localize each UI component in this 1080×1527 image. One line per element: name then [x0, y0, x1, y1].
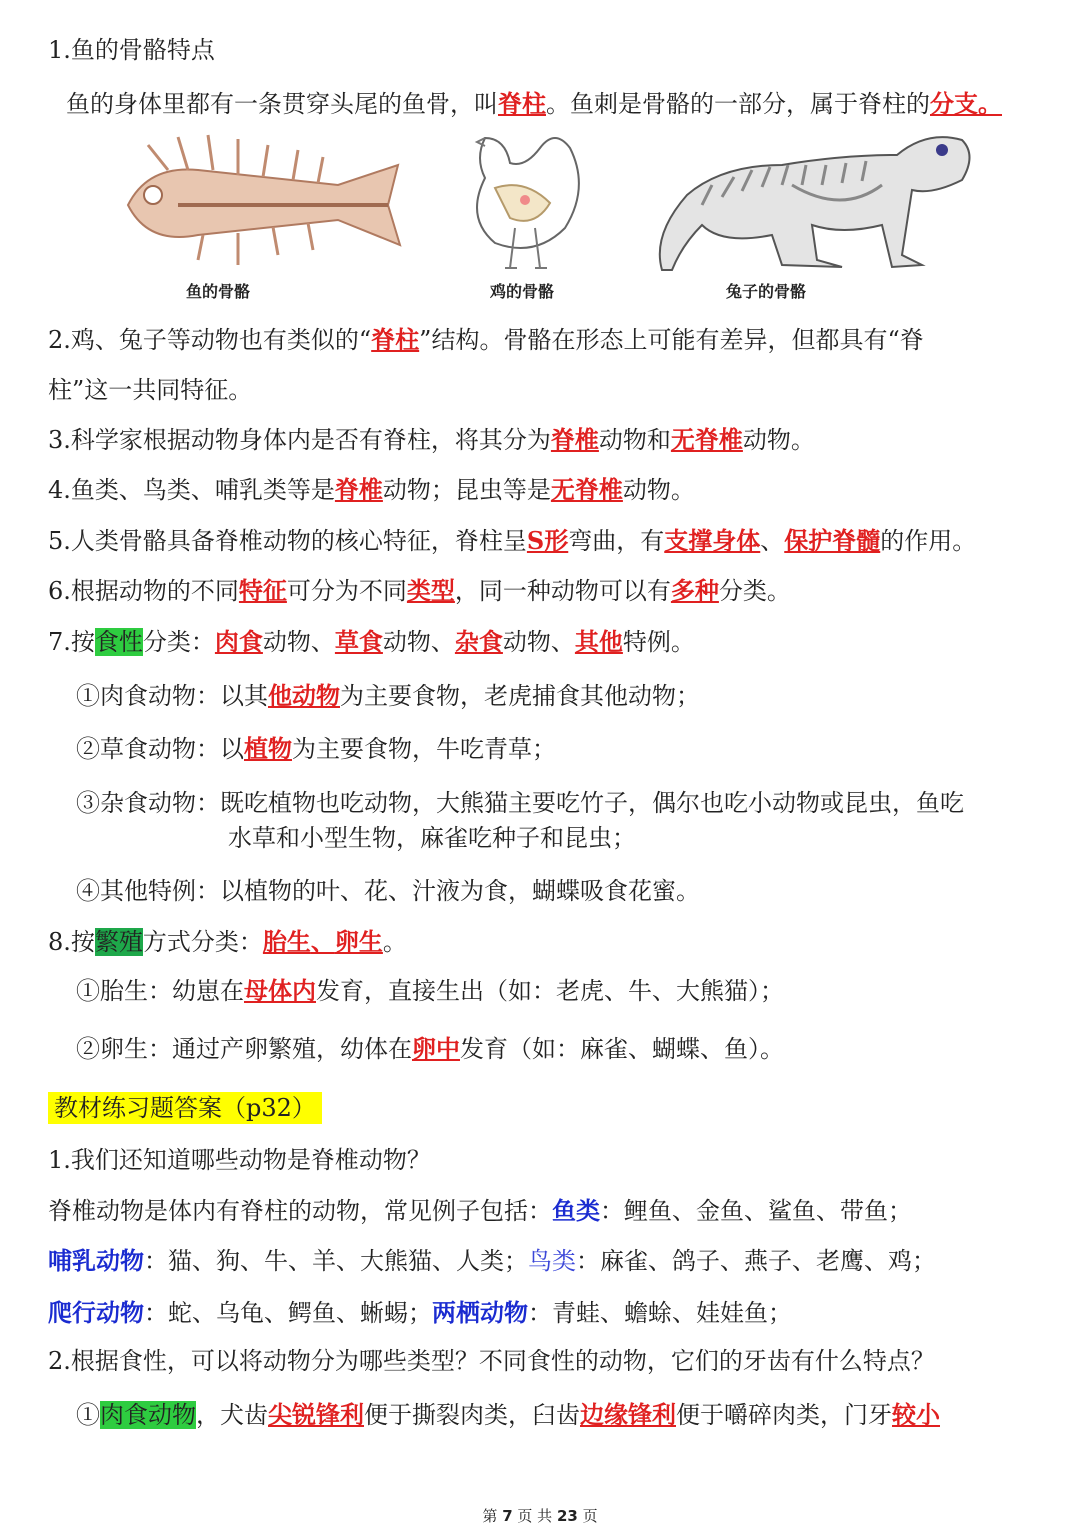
total-pages-number: 23: [556, 1507, 578, 1525]
para-7-item-3-line-1: ③杂食动物：既吃植物也吃动物，大熊猫主要吃竹子，偶尔也吃小动物或昆虫，鱼吃: [76, 789, 964, 817]
caption-rabbit: 兔子的骨骼: [726, 282, 807, 301]
answer-2-line-1: ①肉食动物，犬齿尖锐锋利便于撕裂肉类，臼齿边缘锋利便于嚼碎肉类，门牙较小: [76, 1400, 940, 1429]
para-7-item-4: ④其他特例：以植物的叶、花、汁液为食，蝴蝶吸食花蜜。: [76, 877, 700, 905]
answer-1-line-2: 哺乳动物：猫、狗、牛、羊、大熊猫、人类；鸟类：麻雀、鸽子、燕子、老鹰、鸡；: [48, 1246, 936, 1275]
para-1-body: 鱼的身体里都有一条贯穿头尾的鱼骨，叫脊柱。鱼刺是骨骼的一部分，属于脊柱的分支。: [66, 89, 1002, 118]
highlight-carnivore: 肉食动物: [100, 1401, 196, 1429]
para-2-line-1: 2.鸡、兔子等动物也有类似的“脊柱”结构。骨骼在形态上可能有差异，但都具有“脊: [48, 325, 924, 354]
term-branch: 分支: [930, 89, 978, 118]
question-1: 1.我们还知道哪些动物是脊椎动物？: [48, 1146, 431, 1174]
answer-1-line-3: 爬行动物：蛇、乌龟、鳄鱼、蜥蜴；两栖动物：青蛙、蟾蜍、娃娃鱼；: [48, 1298, 792, 1327]
caption-chicken: 鸡的骨骼: [490, 282, 555, 301]
current-page-number: 7: [502, 1507, 513, 1525]
para-6: 6.根据动物的不同特征可分为不同类型，同一种动物可以有多种分类。: [48, 576, 791, 605]
para-7-item-2: ②草食动物：以植物为主要食物，牛吃青草；: [76, 734, 556, 763]
para-8: 8.按繁殖方式分类：胎生、卵生。: [48, 927, 407, 956]
para-7-item-1: ①肉食动物：以其他动物为主要食物，老虎捕食其他动物；: [76, 681, 700, 710]
para-1-title: 1.鱼的骨骼特点: [48, 36, 215, 64]
question-2: 2.根据食性，可以将动物分为哪些类型？不同食性的动物，它们的牙齿有什么特点？: [48, 1347, 935, 1375]
para-5: 5.人类骨骼具备脊椎动物的核心特征，脊柱呈S形弯曲，有支撑身体、保护脊髓的作用。: [48, 526, 977, 555]
para-8-item-2: ②卵生：通过产卵繁殖，幼体在卵中发育（如：麻雀、蝴蝶、鱼）。: [76, 1034, 784, 1063]
answer-1-line-1: 脊椎动物是体内有脊柱的动物，常见例子包括：鱼类：鲤鱼、金鱼、鲨鱼、带鱼；: [48, 1196, 912, 1225]
para-7-item-3-line-2: 水草和小型生物，麻雀吃种子和昆虫；: [228, 824, 636, 852]
para-7: 7.按食性分类：肉食动物、草食动物、杂食动物、其他特例。: [48, 627, 695, 656]
para-3: 3.科学家根据动物身体内是否有脊柱，将其分为脊椎动物和无脊椎动物。: [48, 425, 815, 454]
para-8-item-1: ①胎生：幼崽在母体内发育，直接生出（如：老虎、牛、大熊猫）；: [76, 976, 784, 1005]
term-spine: 脊柱: [498, 89, 546, 118]
para-4: 4.鱼类、鸟类、哺乳类等是脊椎动物；昆虫等是无脊椎动物。: [48, 475, 695, 504]
highlight-diet: 食性: [94, 628, 143, 656]
page-footer: 第 7 页 共 23 页: [482, 1507, 598, 1525]
section-title: 教材练习题答案（p32）: [48, 1092, 322, 1124]
rabbit-skeleton-image: [642, 125, 978, 275]
caption-fish: 鱼的骨骼: [186, 282, 251, 301]
chicken-skeleton-image: [455, 118, 595, 276]
highlight-reproduction: 繁殖: [94, 928, 143, 956]
para-2-line-2: 柱”这一共同特征。: [48, 376, 253, 404]
fish-skeleton-image: [108, 125, 408, 275]
